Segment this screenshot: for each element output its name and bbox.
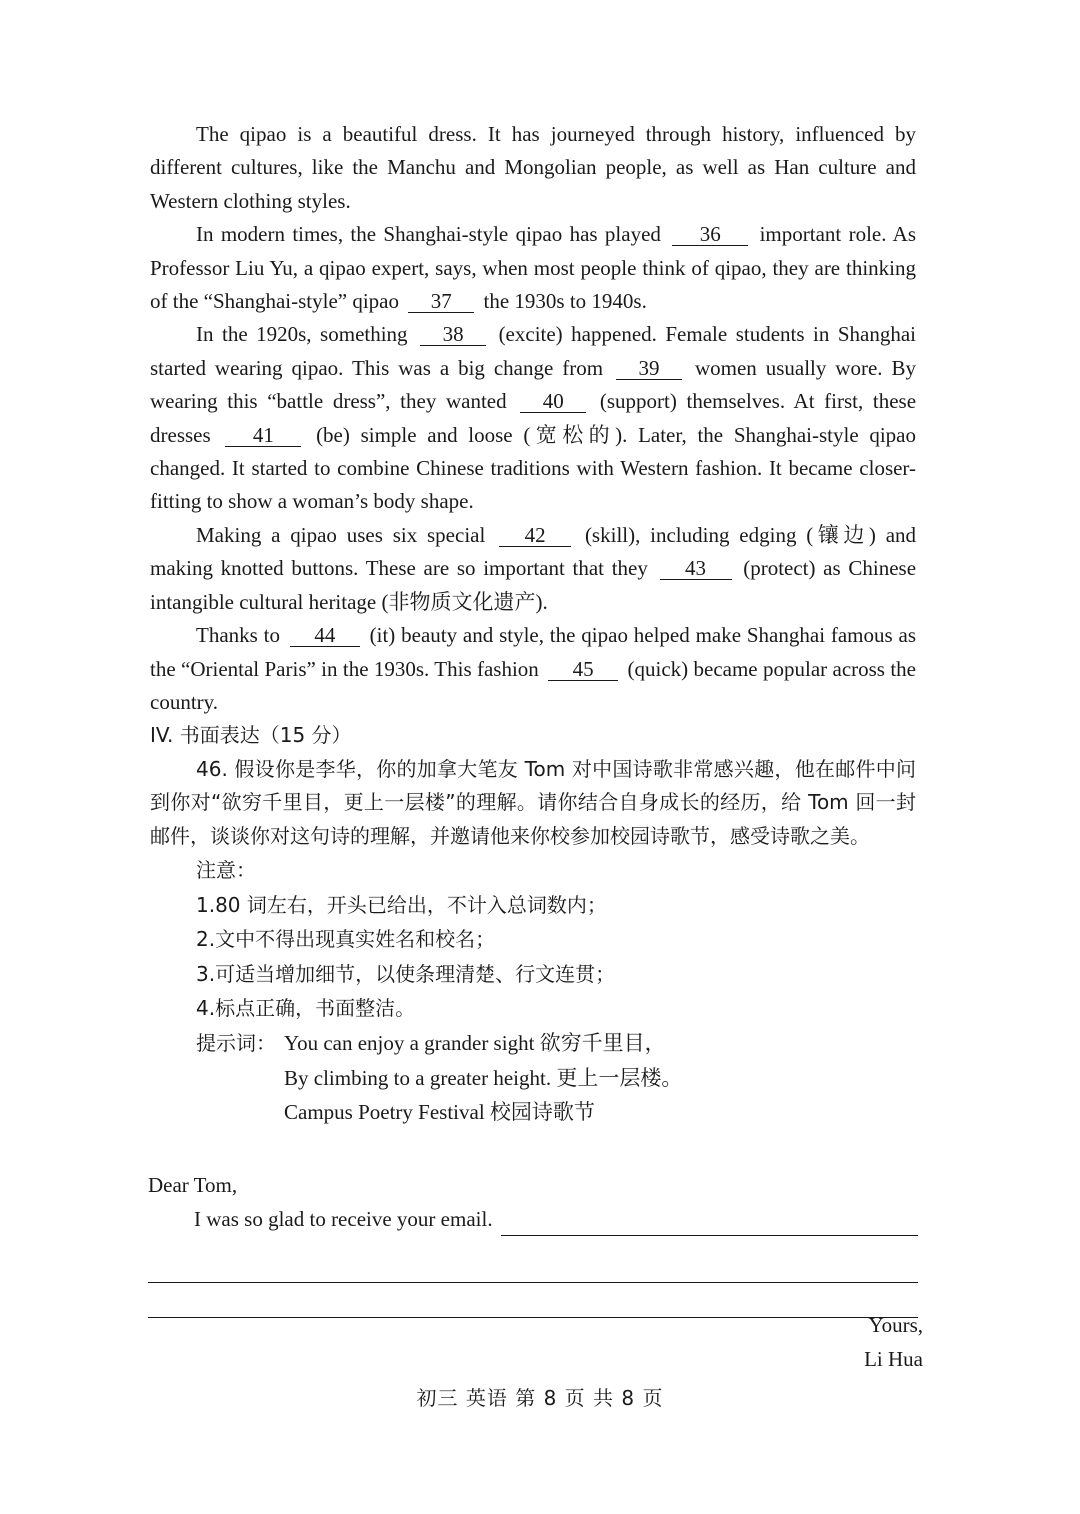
passage-text: In modern times, the Shanghai-style qipao has played — [196, 222, 661, 247]
tip-item: You can enjoy a grander sight 欲穷千里目， — [284, 1030, 666, 1055]
exam-page-content — [150, 118, 916, 1130]
blank-41[interactable]: 41 — [225, 424, 301, 447]
tip-item: By climbing to a greater height. 更上一层楼。 — [284, 1065, 683, 1090]
page-footer: 初三 英语 第 8 页 共 8 页 — [416, 1386, 664, 1410]
passage-text: (quick) became popular across the country. — [150, 656, 916, 714]
blank-43[interactable]: 43 — [660, 557, 732, 580]
letter-closing-word: Yours, — [868, 1313, 923, 1337]
passage-text: In the 1920s, something — [196, 322, 408, 347]
note-item: 1.80 词左右，开头已给出，不计入总词数内； — [196, 892, 607, 917]
note-item: 2.文中不得出现真实姓名和校名； — [196, 927, 496, 952]
blank-45[interactable]: 45 — [548, 658, 618, 681]
letter-salutation: Dear Tom, — [148, 1173, 238, 1197]
letter-signature: Li Hua — [864, 1347, 923, 1371]
blank-44[interactable]: 44 — [290, 624, 360, 647]
letter-opening-line — [148, 1202, 918, 1236]
blank-36[interactable]: 36 — [672, 223, 748, 246]
tip-item: Campus Poetry Festival 校园诗歌节 — [284, 1100, 595, 1125]
passage-text: (it) beauty and style, the qipao helped make Shanghai famous as the “Oriental Paris” in the 1930s. This fashion — [150, 623, 916, 681]
writing-prompt: 46. 假设你是李华，你的加拿大笔友 Tom 对中国诗歌非常感兴趣，他在邮件中问到你对“欲穷千里目，更上一层楼”的理解。请你结合自身成长的经历，给 Tom 回一封邮件，谈谈你对这句诗的理解，并邀请他来你校参加校园诗歌节，感受诗歌之美。 — [150, 756, 916, 848]
passage-text: (protect) as Chinese intangible cultural heritage (非物质文化遗产). — [150, 556, 917, 614]
note-item: 3.可适当增加细节，以使条理清楚、行文连贯； — [196, 961, 616, 986]
letter-opening-text: I was so glad to receive your email. — [194, 1207, 493, 1231]
letter-answer-area — [148, 1168, 918, 1318]
passage-paragraph-2 — [150, 218, 916, 318]
passage-text: important role. As Professor Liu Yu, a qipao expert, says, when most people think of qipao, they are thinking of the “Shanghai-style” qipao — [150, 222, 916, 314]
blank-37[interactable]: 37 — [408, 290, 474, 313]
notes-title: 注意： — [196, 857, 256, 882]
passage-paragraph-5 — [150, 619, 916, 719]
blank-39[interactable]: 39 — [616, 357, 682, 380]
blank-40[interactable]: 40 — [520, 390, 586, 413]
passage-paragraph-3 — [150, 318, 916, 518]
answer-line[interactable] — [148, 1282, 918, 1283]
section-title-writing: IV. 书面表达（15 分） — [150, 723, 352, 748]
writing-notes — [150, 853, 916, 1130]
passage-text: (support) themselves. At first, these dresses — [150, 389, 917, 447]
blank-38[interactable]: 38 — [420, 323, 486, 346]
passage-text: (skill), including edging (镶边) and making knotted buttons. These are so important that they — [150, 522, 917, 581]
passage-text: Thanks to — [196, 623, 280, 648]
blank-42[interactable]: 42 — [499, 524, 571, 547]
passage-text: the 1930s to 1940s. — [483, 289, 647, 314]
answer-line[interactable] — [148, 1317, 918, 1318]
passage-paragraph-4 — [150, 519, 916, 619]
passage-paragraph-1: The qipao is a beautiful dress. It has journeyed through history, influenced by different cultures, like the Manchu and Mongolian people, as well as Han culture and Western clothing styles. — [150, 122, 916, 213]
tips-block — [196, 1026, 916, 1130]
note-item: 4.标点正确，书面整洁。 — [196, 996, 416, 1021]
passage-text: (excite) happened. Female students in Shanghai started wearing qipao. This was a big change from — [150, 322, 917, 380]
passage-text: women usually wore. By wearing this “battle dress”, they wanted — [150, 355, 916, 414]
answer-line[interactable] — [501, 1209, 918, 1236]
passage-text: (be) simple and loose (宽松的). Later, the Shanghai-style qipao changed. It started to combine Chinese traditions with Western fashion. It became closer-fitting to show a woman’s body shape. — [150, 422, 917, 514]
passage-text: Making a qipao uses six special — [196, 522, 486, 547]
tips-label: 提示词： — [196, 1030, 276, 1055]
tips-list — [284, 1026, 682, 1130]
letter-closing — [864, 1308, 923, 1376]
